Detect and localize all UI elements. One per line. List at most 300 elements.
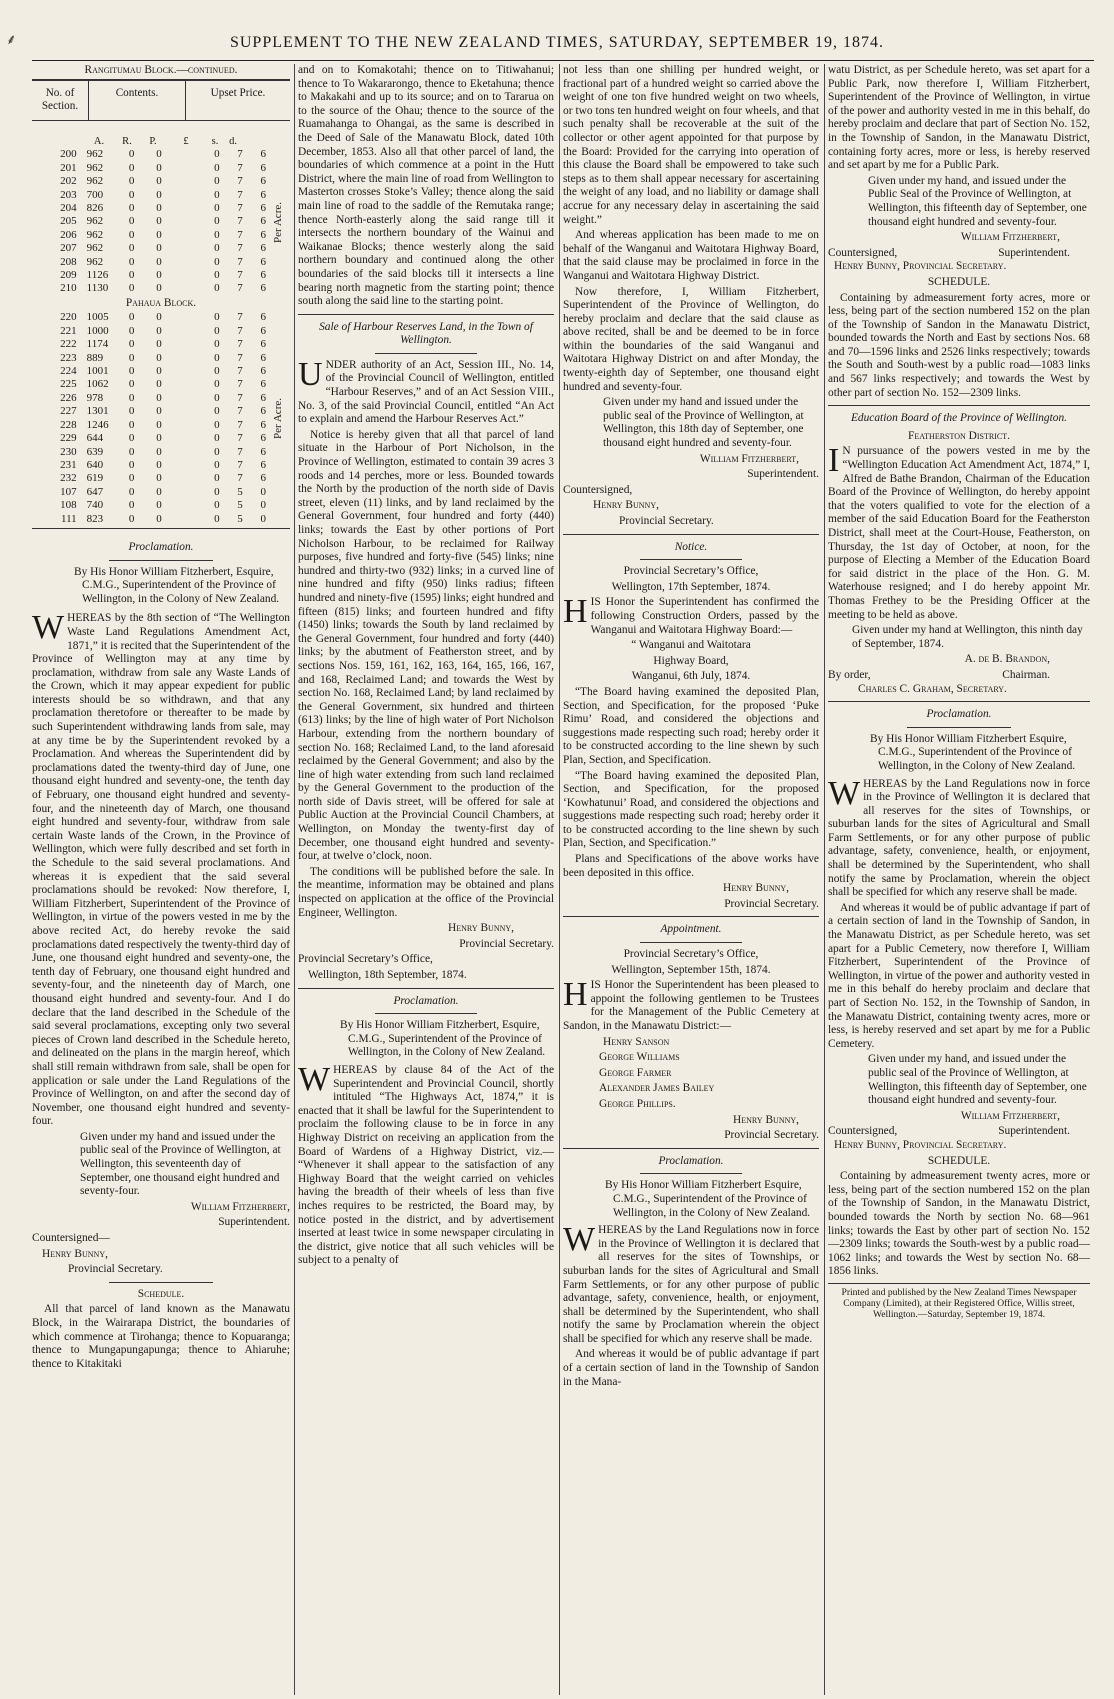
notice-office: Provincial Secretary’s Office,	[623, 565, 759, 578]
schedule-body: Containing by admeasurement forty acres, more or less, being part of the section numbered 152 on the plan of the Township of Sandon in the Manawatu District, bounded towards the North and East by sections Nos. 68 and 70—1596 links and 2526 links respectively; towards the South and South-west by a public road—1083 links and 567 links respectively; and towards the West by other part of section No. 152—2309 links.	[828, 291, 1090, 399]
perches: 0	[156, 405, 162, 418]
table-header	[32, 80, 290, 121]
masthead	[0, 0, 1114, 62]
section-number: 209	[60, 269, 77, 282]
countersigned-name: Henry Bunny,	[42, 1247, 108, 1260]
roods: 0	[128, 269, 135, 282]
price-shillings: 7	[237, 255, 243, 268]
perches: 0	[156, 485, 162, 498]
application-paragraph: And whereas application has been made to me on behalf of the Wanganui and Waitotara Highway Board, that the said clause may be proclaimed in force in the Wanganui and Waitotara Highway District.	[563, 229, 819, 282]
countersigned-name: Henry Bunny,	[593, 499, 659, 512]
drop-cap: I	[828, 442, 840, 480]
signature-name: William Fitzherbert,	[960, 231, 1060, 244]
perches: 0	[156, 391, 162, 404]
roods: 0	[128, 175, 135, 188]
perches: 0	[156, 445, 162, 458]
rule	[109, 560, 212, 561]
acres: 823	[86, 512, 104, 525]
price-pence: 6	[260, 255, 266, 268]
section-number: 229	[60, 432, 77, 445]
rule	[298, 314, 554, 315]
drop-cap: H	[563, 593, 588, 631]
now-therefore-paragraph: Now therefore, I, William Fitzherbert, Superintendent of the Province of Wellington, do hereby proclaim and declare that the said clause as above recited, shall be and be deemed to be in force within the boundaries of the said Wanganui and Waitotara Highway District on and after Monday, the twenty-eighth day of September, one thousand eight hundred and seventy-four.	[563, 285, 819, 393]
header-upset-price: Upset Price.	[210, 86, 266, 99]
signature-title: Superintendent.	[218, 1216, 290, 1229]
price-shillings: 7	[237, 188, 243, 201]
notice-signature-title: Provincial Secretary.	[724, 897, 819, 910]
column-divider	[294, 64, 295, 1695]
price-pence: 6	[260, 458, 266, 471]
price-pence: 6	[260, 405, 266, 418]
harbour-heading: Sale of Harbour Reserves Land, in the Town of Wellington.	[319, 320, 533, 347]
perches: 0	[156, 282, 162, 295]
table-row	[32, 486, 268, 499]
drop-cap: W	[563, 1221, 596, 1259]
price-shillings: 7	[237, 202, 243, 214]
price-pounds: 0	[214, 215, 220, 228]
roods: 0	[128, 338, 135, 351]
signature-title: Superintendent.	[998, 1125, 1070, 1138]
appointment-signature: Henry Bunny,	[733, 1113, 799, 1126]
price-pence: 6	[260, 472, 266, 485]
price-pounds: 0	[214, 175, 220, 188]
section-number: 107	[60, 485, 77, 498]
roods: 0	[128, 242, 135, 255]
roods: 0	[128, 458, 135, 471]
price-shillings: 7	[237, 351, 243, 364]
price-pence: 6	[260, 148, 266, 161]
roods: 0	[128, 148, 135, 161]
roods: 0	[128, 161, 135, 174]
perches: 0	[156, 242, 162, 255]
price-shillings: 7	[237, 282, 243, 295]
harbour-office: Provincial Secretary’s Office,	[298, 953, 433, 966]
pahaua-block-title: Pahaua Block.	[125, 296, 197, 309]
price-shillings: 7	[237, 148, 243, 161]
acres: 644	[86, 432, 104, 445]
section-number: 205	[60, 215, 77, 228]
pahaua-table	[32, 311, 268, 526]
park-continued: watu District, as per Schedule hereto, was set apart for a Public Park, now therefore I, William Fitzherbert, Superintendent of the Province of Wellington, in virtue of the power and authority vested in me in this behalf, do hereby proclaim and declare that part of Section No. 152, in the Township of Sandon, in the Manawatu District, containing forty acres, more or less, is hereby reserved and set apart by me for a Public Park.	[828, 64, 1090, 172]
table-units	[32, 135, 268, 149]
price-pence: 6	[260, 161, 266, 174]
countersigned-line: Henry Bunny, Provincial Secretary.	[834, 260, 1007, 273]
price-pounds: 0	[214, 242, 220, 255]
appointment-body: HIS Honor the Superintendent has been pleased to appoint the following gentlemen to be Trustees for the Management of the Public Cemetery at Sandon, in the Manawatu District:—	[563, 976, 819, 1032]
trustee-name: George Williams	[599, 1051, 680, 1064]
acres: 740	[86, 499, 104, 512]
unit-pence: d.	[229, 135, 237, 147]
plans-deposited: Plans and Specifications of the above works have been deposited in this office.	[563, 853, 819, 879]
perches: 0	[156, 311, 162, 324]
proclamation-by: By His Honor William Fitzherbert, Esquire, C.M.G., Superintendent of the Province of Wellington, in the Colony of New Zealand.	[74, 565, 280, 605]
column-2	[298, 64, 554, 1695]
table-row	[32, 269, 268, 282]
roods: 0	[128, 391, 135, 404]
perches: 0	[156, 365, 162, 378]
acres: 962	[86, 175, 104, 188]
table-row	[32, 419, 268, 432]
section-number: 227	[60, 405, 77, 418]
price-pence: 6	[260, 338, 266, 351]
secretary-line: Charles C. Graham, Secretary.	[858, 682, 1007, 695]
perches: 0	[156, 188, 162, 201]
quote-heading-3: Wanganui, 6th July, 1874.	[631, 670, 751, 683]
section-number: 210	[60, 282, 77, 295]
proclamation-heading: Proclamation.	[393, 994, 459, 1007]
price-pence: 6	[260, 324, 266, 337]
price-shillings: 5	[237, 499, 243, 512]
price-pence: 6	[260, 242, 266, 255]
price-shillings: 7	[237, 161, 243, 174]
acres: 1174	[86, 338, 109, 351]
notice-body: HIS Honor the Superintendent has confirmed the following Construction Orders, passed by the Wanganui and Waitotara Highway Board:—	[563, 593, 819, 636]
roods: 0	[128, 188, 135, 201]
section-number: 203	[60, 188, 77, 201]
price-shillings: 7	[237, 269, 243, 282]
header-section: No. of Section.	[32, 81, 89, 120]
education-district: Featherston District.	[908, 429, 1010, 442]
proclamation-given: Given under my hand, and issued under the public seal of the Province of Wellington, at Wellington, this fifteenth day of September, one thousand eight hundred and seventy-four.	[868, 1053, 1087, 1107]
perches: 0	[156, 228, 162, 241]
table-row	[32, 162, 268, 175]
section-number: 220	[60, 311, 77, 324]
price-pounds: 0	[214, 269, 220, 282]
proclamation-body: WHEREAS by clause 84 of the Act of the Superintendent and Provincial Council, shortly intituled “The Highways Act, 1874,” it is enacted that it shall be lawful for the Superintendent to proclaim the following clause to be in force in any Highway District on receiving an application from the Board of Wardens of a Highway District, viz.— “Whenever it shall appear to the satisfaction of any Highway Board that the weight carried on vehicles having the breadth of their wheels of less than five inches requires to be restricted, the Board may, by notice posted in the district, and by advertisement inserted at least twice in some newspaper circulating in the district, give notice that all such vehicles will be subject to a penalty of	[298, 1060, 554, 1267]
column-1	[32, 64, 290, 1695]
price-shillings: 7	[237, 365, 243, 378]
section-number: 230	[60, 445, 77, 458]
acres: 619	[86, 472, 104, 485]
unit-roods: R.	[122, 135, 132, 147]
schedule-heading: SCHEDULE.	[927, 275, 991, 288]
price-pence: 0	[260, 485, 266, 498]
table-row	[32, 499, 268, 512]
table-title: Rangitumau Block.—continued.	[32, 64, 290, 80]
signature-name: William Fitzherbert,	[699, 452, 799, 465]
table-row	[32, 175, 268, 188]
price-shillings: 7	[237, 418, 243, 431]
per-acre-label: Per Acre.	[272, 398, 285, 440]
trustee-name: George Phillips.	[599, 1097, 676, 1110]
acres: 1062	[86, 378, 109, 391]
price-pounds: 0	[214, 378, 220, 391]
perches: 0	[156, 458, 162, 471]
price-pounds: 0	[214, 445, 220, 458]
section-number: 207	[60, 242, 77, 255]
rule	[563, 534, 819, 535]
acres: 1001	[86, 365, 109, 378]
price-pounds: 0	[214, 311, 220, 324]
harbour-authority: UNDER authority of an Act, Session III., No. 14, of the Provincial Council of Wellington, entitled “Harbour Reserves,” and of an Act Session VIII., No. 3, of the said Provincial Council, entitled “An Act to explain and amend the Harbour Reserves Act.”	[298, 355, 554, 426]
proclamation-by: By His Honor William Fitzherbert Esquire, C.M.G., Superintendent of the Province of Wellington, in the Colony of New Zealand.	[605, 1179, 811, 1219]
roods: 0	[128, 365, 135, 378]
acres: 962	[86, 161, 104, 174]
price-pounds: 0	[214, 255, 220, 268]
price-pence: 6	[260, 282, 266, 295]
perches: 0	[156, 269, 162, 282]
perches: 0	[156, 161, 162, 174]
section-number: 111	[60, 512, 77, 525]
price-shillings: 7	[237, 242, 243, 255]
acres: 647	[86, 485, 104, 498]
table-row	[32, 215, 268, 228]
price-pence: 6	[260, 432, 266, 445]
roods: 0	[128, 255, 135, 268]
price-pounds: 0	[214, 418, 220, 431]
price-pence: 6	[260, 445, 266, 458]
price-pence: 6	[260, 391, 266, 404]
appointment-signature-title: Provincial Secretary.	[724, 1129, 819, 1142]
masthead-rule	[32, 60, 1094, 61]
acres: 1000	[86, 324, 109, 337]
perches: 0	[156, 338, 162, 351]
drop-cap: W	[298, 1060, 331, 1098]
perches: 0	[156, 175, 162, 188]
perches: 0	[156, 499, 162, 512]
trustee-name: Alexander James Bailey	[599, 1082, 715, 1095]
harbour-conditions: The conditions will be published before the sale. In the meantime, information may be obtained and plans inspected on application at the office of the Provincial Engineer, Wellington.	[298, 865, 554, 919]
perches: 0	[156, 378, 162, 391]
section-number: 224	[60, 365, 77, 378]
price-pounds: 0	[214, 188, 220, 201]
section-number: 208	[60, 255, 77, 268]
acres: 962	[86, 215, 104, 228]
boundaries-continued: and on to Komakotahi; thence on to Titiwahanui; thence to To Wakararongo, thence to Eketahuna; thence to Makakahi and up to its source; and on to Tararua on to the source of the Ohau; thence to the source of the Ruamahanga to Ohangai, as the same is described in the Deed of Sale of the Manawatu Block, dated 10th December, 1853. Also all that other parcel of land, the boundaries of which commence at a point in the Hutt District, where the main line of road from Wellington to Masterton crosses Stoke’s Valley; thence along the said main line of road to the saddle of the Remutaka range; thence North-easterly along the said range till it intersects the northern boundary of the Wainui and Waikanae Blocks; thence westerly along the said northern boundary and continued along the other boundaries of the said blocks till it intersects a line bearing north magnetic from the starting point; thence south along the said line to the starting point.	[298, 64, 554, 308]
column-divider	[559, 64, 560, 1695]
table-row	[32, 311, 268, 324]
proclamation-given: Given under my hand and issued under the public seal of the Province of Wellington, at Wellington, this seventeenth day of September, one thousand eight hundred and seventy-four.	[80, 1130, 281, 1198]
price-pence: 6	[260, 228, 266, 241]
acres: 962	[86, 148, 104, 161]
rule	[563, 916, 819, 917]
roods: 0	[128, 472, 135, 485]
price-shillings: 5	[237, 512, 243, 525]
signature-title: Superintendent.	[998, 246, 1070, 259]
perches: 0	[156, 432, 162, 445]
rule	[640, 1173, 742, 1174]
price-pounds: 0	[214, 512, 220, 525]
table-row	[32, 352, 268, 365]
column-divider	[824, 64, 825, 1695]
rule	[828, 701, 1090, 702]
acres: 889	[86, 351, 104, 364]
schedule-body: Containing by admeasurement twenty acres, more or less, being part of the section numbered 152 on the plan of the Township of Sandon, in the Manawatu District, bounded towards the North by section No. 68—961 links; towards the East by other part of section No. 152—2309 links; towards the South-west by a public road—1062 links; and towards the West by section No. 68—1856 links.	[828, 1170, 1090, 1278]
section-number: 206	[60, 228, 77, 241]
price-shillings: 7	[237, 391, 243, 404]
rule	[109, 1282, 212, 1283]
table-row	[32, 148, 268, 161]
quote-heading-2: Highway Board,	[653, 654, 729, 667]
unit-pounds: £	[183, 135, 189, 147]
price-pounds: 0	[214, 148, 220, 161]
rule	[375, 1013, 477, 1014]
roods: 0	[128, 351, 135, 364]
price-pounds: 0	[214, 282, 220, 295]
price-pounds: 0	[214, 228, 220, 241]
notice-heading: Notice.	[674, 540, 708, 553]
schedule-body: All that parcel of land known as the Manawatu Block, in the Wairarapa District, the boundaries of which commence at Tirohanga; thence to Kopuaranga; thence to Mungapungapunga; thence to Ahiaruhe; thence to Kitakitaki	[32, 1303, 290, 1370]
price-shillings: 7	[237, 215, 243, 228]
section-number: 226	[60, 391, 77, 404]
section-number: 221	[60, 324, 77, 337]
section-number: 232	[60, 472, 77, 485]
given-paragraph: Given under my hand and issued under the public seal of the Province of Wellington, at Wellington, this 18th day of September, one thousand eight hundred and seventy-four.	[603, 396, 804, 450]
acres: 978	[86, 391, 104, 404]
column-4	[828, 64, 1090, 1695]
price-pence: 6	[260, 188, 266, 201]
roods: 0	[128, 282, 135, 295]
section-number: 231	[60, 458, 77, 471]
acres: 1246	[86, 418, 109, 431]
proclamation-heading: Proclamation.	[658, 1154, 724, 1167]
trustee-list	[563, 1036, 819, 1112]
given-paragraph: Given under my hand, and issued under the Public Seal of the Province of Wellington, at Wellington, this fifteenth day of September, one thousand eight hundred and seventy-four.	[868, 174, 1087, 228]
countersigned-label: Countersigned—	[32, 1232, 110, 1245]
rule	[828, 405, 1090, 406]
table-row	[32, 392, 268, 405]
roods: 0	[128, 215, 135, 228]
table-row	[32, 189, 268, 202]
rule	[640, 559, 742, 560]
acres: 639	[86, 445, 104, 458]
price-shillings: 7	[237, 405, 243, 418]
schedule-heading: Schedule.	[137, 1287, 185, 1300]
price-pence: 6	[260, 365, 266, 378]
price-pence: 6	[260, 311, 266, 324]
price-pence: 6	[260, 202, 266, 214]
trustee-name: Henry Sanson	[603, 1035, 670, 1048]
table-row	[32, 325, 268, 338]
notice-date: Wellington, 17th September, 1874.	[611, 580, 771, 593]
roods: 0	[128, 311, 135, 324]
table-row	[32, 513, 268, 526]
column-3	[563, 64, 819, 1695]
price-shillings: 7	[237, 378, 243, 391]
acres: 1126	[86, 269, 109, 282]
roods: 0	[128, 485, 135, 498]
roods: 0	[128, 418, 135, 431]
countersigned-line: Henry Bunny, Provincial Secretary.	[834, 1138, 1007, 1151]
chairman-title: Chairman.	[1002, 668, 1050, 681]
acres: 962	[86, 242, 104, 255]
price-shillings: 7	[237, 432, 243, 445]
proclamation-body: WHEREAS by the Land Regulations now in force in the Province of Wellington it is declared that all reserves for the sites of Townships, or suburban lands for the sites of Agricultural and Small Farm Settlements, or for any other purpose of public advantage, safety, convenience, health, or enjoyment, shall be determined by the Superintendent, who shall notify the same by Proclamation, wherein the object shall be specified for which any reserve shall be made.	[828, 774, 1090, 899]
proclamation-by: By His Honor William Fitzherbert, Esquire, C.M.G., Superintendent of the Province of Wellington, in the Colony of New Zealand.	[340, 1019, 546, 1059]
price-pounds: 0	[214, 472, 220, 485]
table-row	[32, 282, 268, 295]
price-pounds: 0	[214, 458, 220, 471]
table-row	[32, 472, 268, 485]
table-row	[32, 365, 268, 378]
acres: 700	[86, 188, 104, 201]
acres: 640	[86, 458, 104, 471]
rule	[375, 353, 477, 354]
rangitumau-table	[32, 148, 268, 295]
section-number: 223	[60, 351, 77, 364]
proclamation-body-2: And whereas it would be of public advantage if part of a certain section of land in the Township of Sandon, in the Manawatu District, as per Schedule hereto, was set apart for a Public Cemetery, now therefore I, William Fitzherbert, Superintendent of the Province of Wellington, in virtue of the power and authority vested in me in this behalf do hereby proclaim and declare that part of Section No. 152, in the Township of Sandon, in the Manawatu District, containing twenty acres, more or less, is hereby reserved and set apart by me for a Public Cemetery.	[828, 901, 1090, 1050]
price-pounds: 0	[214, 351, 220, 364]
perches: 0	[156, 202, 162, 214]
education-signature: A. de B. Brandon,	[964, 653, 1050, 666]
roods: 0	[128, 512, 135, 525]
roods: 0	[128, 499, 135, 512]
education-given: Given under my hand at Wellington, this ninth day of September, 1874.	[852, 624, 1083, 650]
perches: 0	[156, 472, 162, 485]
perches: 0	[156, 215, 162, 228]
harbour-signature-title: Provincial Secretary.	[459, 937, 554, 950]
acres: 1130	[86, 282, 109, 295]
price-shillings: 7	[237, 472, 243, 485]
countersigned-label: Countersigned,	[828, 246, 898, 259]
drop-cap: H	[563, 976, 588, 1014]
price-pounds: 0	[214, 485, 220, 498]
table-row	[32, 459, 268, 472]
acres: 826	[86, 202, 104, 214]
price-pounds: 0	[214, 499, 220, 512]
price-pounds: 0	[214, 161, 220, 174]
perches: 0	[156, 418, 162, 431]
table-row	[32, 378, 268, 391]
education-heading: Education Board of the Province of Wellington.	[850, 412, 1068, 425]
table-row	[32, 405, 268, 418]
price-shillings: 7	[237, 338, 243, 351]
table-row	[32, 229, 268, 242]
section-number: 108	[60, 499, 77, 512]
price-pounds: 0	[214, 391, 220, 404]
proclamation-heading: Proclamation.	[128, 540, 194, 553]
price-pence: 6	[260, 175, 266, 188]
drop-cap: W	[828, 774, 861, 812]
proclamation-body: WHEREAS by the 8th section of “The Wellington Waste Land Regulations Amendment Act, 1871,” it is recited that the Superintendent of the Province of Wellington may at any time by proclamation, withdraw from sale any Waste Lands of the Crown, which it may appear expedient for public interests should be so withdrawn, and that any proclamation theretofore or thereafter to be made by such Superintendent withdrawing lands from sale, may at any time be by the Superintendent revoked by a Proclamation. And whereas the Superintendent did by proclamations dated the twenty-third day of June, one thousand eight hundred and seventy-one, the tenth day of February, one thousand eight hundred and seventy-four, and the nineteenth day of March, one thousand eight hundred and seventy-four, withdraw from sale certain Waste lands of the Crown, in the Province of Wellington, which were fully described and set forth in the Schedule to the said several proclamations. And whereas it is expedient that the said several proclamations should be revoked: Now therefore, I, William Fitzherbert, Superintendent of the Province of Wellington, in virtue of the powers vested in me by the above recited Act, do hereby revoke the said proclamations dated respectively the twenty-third day of June, one thousand eight hundred and seventy-one, the tenth day of February, one thousand eight hundred and seventy-four, and the nineteenth day of March, one thousand eight hundred and seventy-four. And I do declare that the land described in the Schedule of the said several proclamations, excepting only two several pieces of Crown land described in the Schedule hereto, and delineated on the plans in the margin hereof, which shall still remain withdrawn from sale, shall be open for application or sale under the Land Regulations of the Province of Wellington, on and after the second day of November, one thousand eight hundred and seventy-four.	[32, 609, 290, 1128]
proclamation-signature: William Fitzherbert,	[960, 1109, 1060, 1122]
rule	[907, 727, 1012, 728]
education-body: I N pursuance of the powers vested in me by the “Wellington Education Act Amendment Act, 1874,” I, Alfred de Bathe Brandon, Chairman of the Education Board of the Province of Wellington, do hereby appoint that the voters qualified to vote for the election of a member of the said Education Board for the Featherston District, shall meet at the Court-House, Featherston, on Thursday, the 1st day of October, at noon, for the purpose of Electing a Member of the Education Board for said district in the place of the Hon. G. M. Waterhouse resigned; and I do hereby appoint Mr. Thomas Frethey to be the Presiding Officer at the meeting to be held as above.	[828, 442, 1090, 621]
perches: 0	[156, 324, 162, 337]
harbour-date: Wellington, 18th September, 1874.	[308, 969, 467, 981]
proclamation-body-2: And whereas it would be of public advantage if part of a certain section of land in the Township of Sandon in the Mana-	[563, 1348, 819, 1388]
table-row	[32, 242, 268, 255]
rule	[640, 942, 742, 943]
by-order-label: By order,	[828, 668, 871, 681]
roods: 0	[128, 445, 135, 458]
price-pence: 0	[260, 499, 266, 512]
price-pence: 6	[260, 269, 266, 282]
section-number: 204	[60, 202, 77, 214]
appointment-date: Wellington, September 15th, 1874.	[611, 963, 771, 976]
construction-order-1: “The Board having examined the deposited Plan, Section, and Specification, for the proposed ‘Puke Rimu’ Road, and considered the objections and suggestions made respecting such road; hereby order it to be constructed according to the line shewn by such Plan, Section, and Specification.	[563, 685, 819, 766]
drop-cap: U	[298, 355, 323, 393]
printer-imprint: Printed and published by the New Zealand Times Newspaper Company (Limited), at their Registered Office, Willis street, Wellington.—Saturday, September 19, 1874.	[828, 1283, 1090, 1320]
rule	[563, 1148, 819, 1149]
section-number: 225	[60, 378, 77, 391]
appointment-office: Provincial Secretary’s Office,	[623, 948, 759, 961]
roods: 0	[128, 324, 135, 337]
price-shillings: 7	[237, 228, 243, 241]
price-pounds: 0	[214, 338, 220, 351]
roods: 0	[128, 202, 135, 214]
table-row	[32, 202, 268, 215]
acres: 962	[86, 255, 104, 268]
price-pence: 6	[260, 378, 266, 391]
price-pounds: 0	[214, 324, 220, 337]
per-acre-label: Per Acre.	[272, 201, 285, 243]
proclamation-by: By His Honor William Fitzherbert Esquire, C.M.G., Superintendent of the Province of Wellington, in the Colony of New Zealand.	[870, 732, 1076, 772]
acres: 1005	[86, 311, 109, 324]
price-shillings: 7	[237, 324, 243, 337]
price-shillings: 7	[237, 445, 243, 458]
rule	[298, 988, 554, 989]
